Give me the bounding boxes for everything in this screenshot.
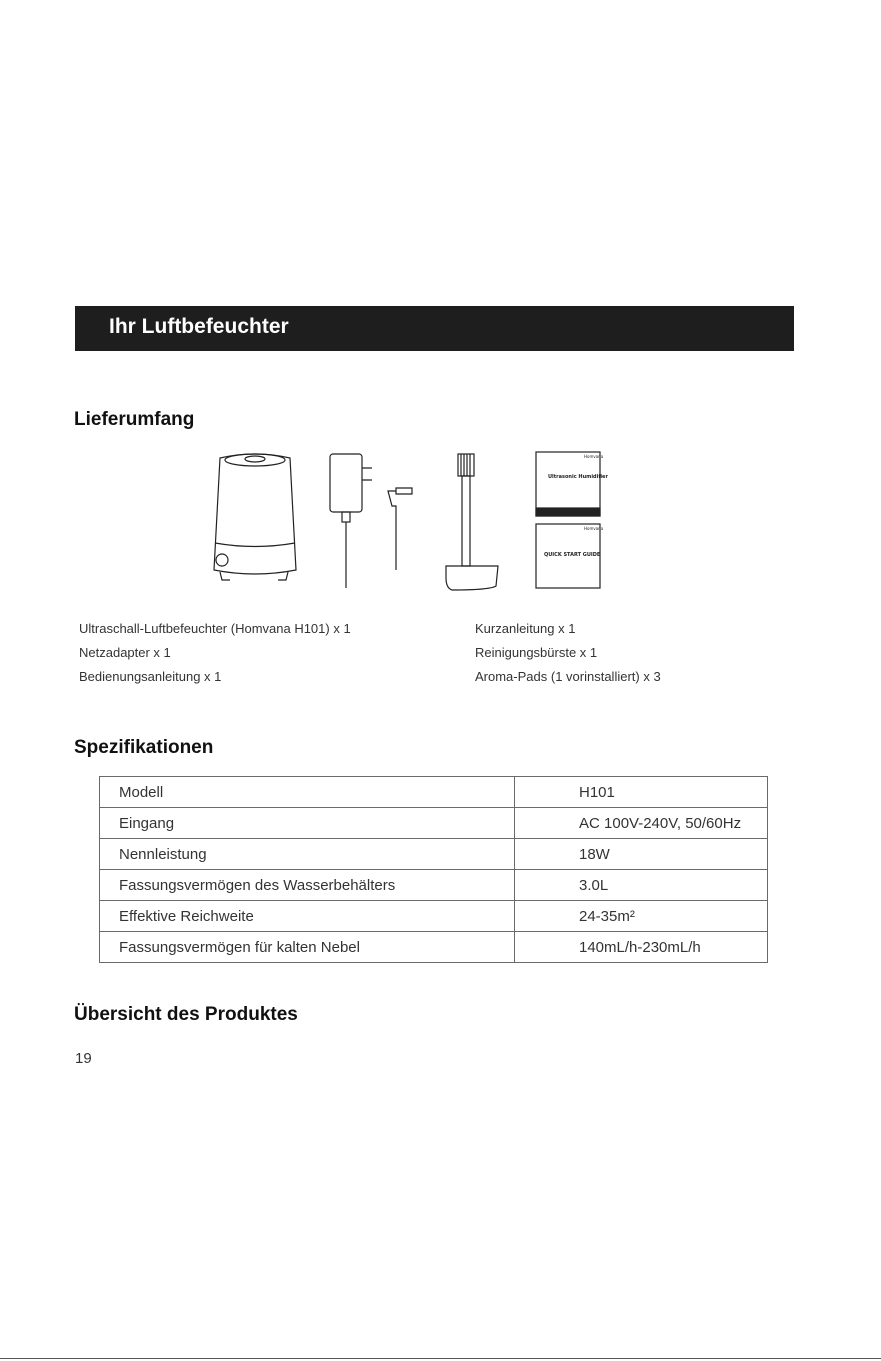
guide-brand: Homvana [584, 526, 604, 531]
table-row [100, 808, 768, 839]
bottom-rule [0, 1358, 881, 1359]
spec-value: 3.0L [515, 870, 768, 901]
table-row [100, 901, 768, 932]
spec-label: Fassungsvermögen für kalten Nebel [100, 932, 515, 963]
table-row [100, 839, 768, 870]
spec-value: 140mL/h-230mL/h [515, 932, 768, 963]
heading-lieferumfang: Lieferumfang [74, 409, 195, 430]
cleaning-brush-drawing [446, 454, 498, 590]
scope-item: Ultraschall-Luftbefeuchter (Homvana H101) x 1 [79, 621, 351, 636]
manual-title: Ultrasonic Humidifier [548, 474, 608, 480]
spec-label: Eingang [100, 808, 515, 839]
heading-uebersicht: Übersicht des Produktes [74, 1004, 298, 1025]
scope-item: Bedienungsanleitung x 1 [79, 669, 222, 684]
section-banner [75, 306, 794, 351]
user-manual-drawing [536, 452, 600, 588]
specifications-table [99, 776, 768, 963]
guide-title: QUICK START GUIDE [544, 552, 601, 558]
spec-label: Effektive Reichweite [100, 901, 515, 932]
table-row [100, 932, 768, 963]
spec-value: 18W [515, 839, 768, 870]
spec-label: Fassungsvermögen des Wasserbehälters [100, 870, 515, 901]
spec-value: 24-35m² [515, 901, 768, 932]
power-adapter-drawing [330, 454, 412, 588]
table-row [100, 870, 768, 901]
page-number: 19 [75, 1050, 92, 1067]
heading-spezifikationen: Spezifikationen [74, 737, 214, 758]
spec-value: AC 100V-240V, 50/60Hz [515, 808, 768, 839]
table-row [100, 777, 768, 808]
scope-item: Kurzanleitung x 1 [475, 621, 576, 636]
spec-value: H101 [515, 777, 768, 808]
scope-item: Reinigungsbürste x 1 [475, 645, 598, 660]
scope-item: Aroma-Pads (1 vorinstalliert) x 3 [475, 669, 661, 684]
scope-item: Netzadapter x 1 [79, 645, 171, 660]
banner-title: Ihr Luftbefeuchter [109, 315, 289, 338]
spec-label: Modell [100, 777, 515, 808]
spec-label: Nennleistung [100, 839, 515, 870]
package-contents-illustration [200, 448, 610, 598]
manual-brand: Homvana [584, 454, 604, 459]
humidifier-drawing [214, 454, 296, 580]
